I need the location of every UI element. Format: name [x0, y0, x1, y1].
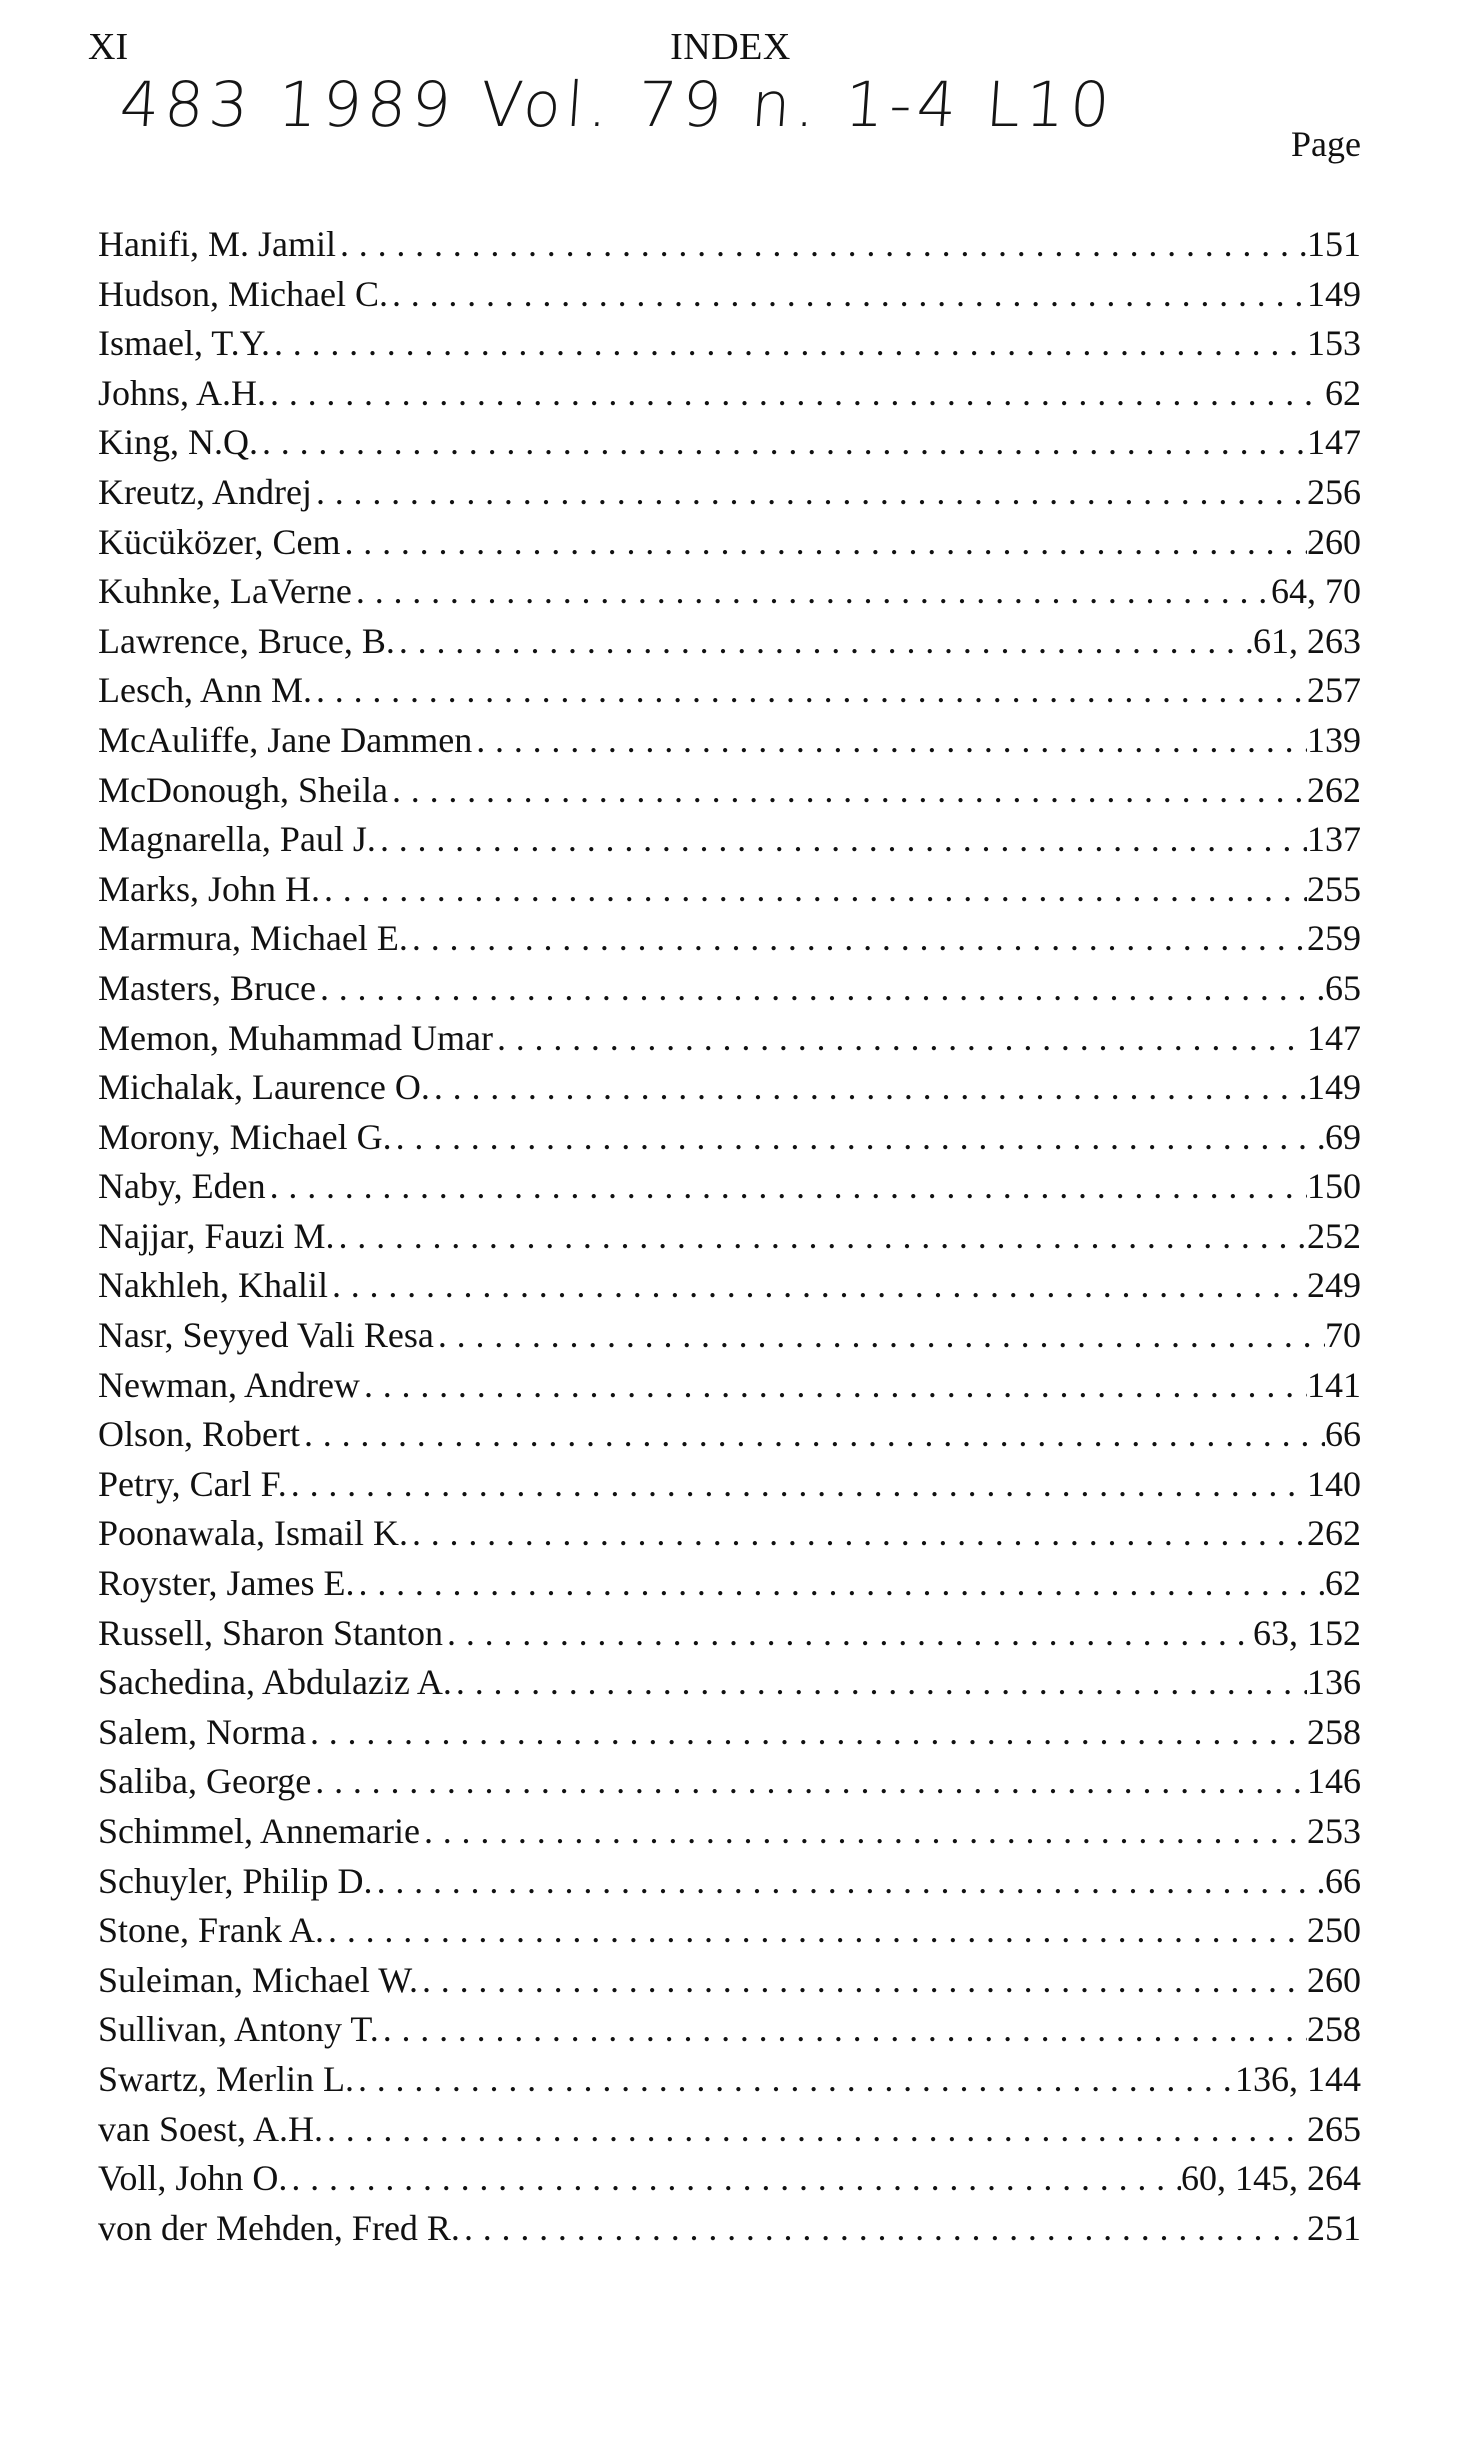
entry-page-numbers: 66	[1325, 1414, 1361, 1455]
dot-leader	[323, 2105, 1307, 2155]
index-entry	[98, 1559, 1361, 1609]
entry-page-numbers: 265	[1307, 2108, 1361, 2149]
index-entry	[98, 369, 1361, 419]
dot-leader	[408, 1509, 1307, 1559]
index-entry	[98, 1956, 1361, 2006]
entry-name: Sullivan, Antony T.	[98, 2009, 379, 2050]
folio-number: XI	[88, 26, 129, 68]
index-entry	[98, 1361, 1361, 1411]
dot-leader	[266, 369, 1325, 419]
index-entry	[98, 766, 1361, 816]
entry-page-numbers: 256	[1307, 471, 1361, 512]
index-entry	[98, 567, 1361, 617]
dot-leader	[379, 2005, 1307, 2055]
index-entry	[98, 2154, 1361, 2204]
entry-page-numbers: 251	[1307, 2207, 1361, 2248]
index-entry	[98, 1410, 1361, 1460]
index-entry	[98, 1460, 1361, 1510]
entry-name: van Soest, A.H.	[98, 2108, 323, 2149]
entry-name: von der Mehden, Fred R.	[98, 2207, 460, 2248]
index-entry	[98, 1609, 1361, 1659]
dot-leader	[452, 1658, 1307, 1708]
entry-name: Swartz, Merlin L.	[98, 2058, 354, 2099]
index-entry	[98, 666, 1361, 716]
index-entry	[98, 2204, 1361, 2254]
index-entry	[98, 914, 1361, 964]
index-entry	[98, 1757, 1361, 1807]
entry-page-numbers: 140	[1307, 1463, 1361, 1504]
page-column-label: Page	[1291, 124, 1361, 164]
dot-leader	[420, 1807, 1307, 1857]
entry-name: McAuliffe, Jane Dammen	[98, 719, 473, 760]
index-entry	[98, 1162, 1361, 1212]
index-entry	[98, 1212, 1361, 1262]
entry-page-numbers: 70	[1325, 1315, 1361, 1356]
entry-page-numbers: 136, 144	[1235, 2058, 1361, 2099]
entry-name: Saliba, George	[98, 1761, 312, 1802]
entry-name: Petry, Carl F.	[98, 1463, 287, 1504]
entry-page-numbers: 258	[1307, 2009, 1361, 2050]
dot-leader	[352, 567, 1271, 617]
entry-page-numbers: 64, 70	[1271, 571, 1361, 612]
entry-name: Michalak, Laurence O.	[98, 1067, 430, 1108]
index-list	[98, 220, 1361, 2253]
dot-leader	[300, 1410, 1325, 1460]
entry-name: Najjar, Fauzi M.	[98, 1215, 335, 1256]
entry-page-numbers: 253	[1307, 1811, 1361, 1851]
index-entry	[98, 468, 1361, 518]
entry-name: Olson, Robert	[98, 1414, 300, 1455]
entry-name: Stone, Frank A.	[98, 1910, 325, 1951]
entry-page-numbers: 249	[1307, 1265, 1361, 1306]
dot-leader	[373, 1857, 1325, 1907]
entry-name: Marmura, Michael E.	[98, 918, 408, 959]
entry-name: Poonawala, Ismail K.	[98, 1513, 408, 1554]
entry-name: Nasr, Seyyed Vali Resa	[98, 1315, 434, 1356]
index-entry	[98, 716, 1361, 766]
entry-name: Schuyler, Philip D.	[98, 1860, 373, 1901]
index-entry	[98, 1807, 1361, 1857]
entry-page-numbers: 63, 152	[1253, 1612, 1361, 1653]
entry-name: Kuhnke, LaVerne	[98, 571, 352, 612]
index-entry	[98, 1857, 1361, 1907]
entry-name: Russell, Sharon Stanton	[98, 1612, 444, 1653]
dot-leader	[388, 766, 1307, 816]
dot-leader	[336, 220, 1307, 270]
index-entry	[98, 270, 1361, 320]
entry-name: Hanifi, M. Jamil	[98, 224, 336, 264]
entry-name: Magnarella, Paul J.	[98, 819, 376, 860]
index-entry	[98, 1113, 1361, 1163]
entry-page-numbers: 262	[1307, 1513, 1361, 1554]
index-entry	[98, 1014, 1361, 1064]
index-entry	[98, 815, 1361, 865]
entry-page-numbers: 258	[1307, 1711, 1361, 1752]
dot-leader	[376, 815, 1307, 865]
index-entry	[98, 1509, 1361, 1559]
index-entry	[98, 964, 1361, 1014]
dot-leader	[258, 418, 1307, 468]
dot-leader	[443, 1609, 1253, 1659]
entry-page-numbers: 259	[1307, 918, 1361, 959]
entry-name: Morony, Michael G.	[98, 1116, 392, 1157]
dot-leader	[408, 914, 1307, 964]
entry-name: Voll, John O.	[98, 2158, 288, 2199]
entry-page-numbers: 141	[1307, 1364, 1361, 1405]
entry-page-numbers: 147	[1307, 422, 1361, 463]
entry-page-numbers: 255	[1307, 868, 1361, 909]
dot-leader	[493, 1014, 1307, 1064]
entry-name: Naby, Eden	[98, 1166, 266, 1207]
entry-name: King, N.Q.	[98, 422, 258, 463]
entry-page-numbers: 153	[1307, 323, 1361, 364]
entry-page-numbers: 149	[1307, 1067, 1361, 1108]
dot-leader	[360, 1361, 1307, 1411]
entry-page-numbers: 150	[1307, 1166, 1361, 1207]
dot-leader	[392, 1113, 1325, 1163]
dot-leader	[328, 1261, 1307, 1311]
entry-page-numbers: 61, 263	[1253, 620, 1361, 661]
index-entry	[98, 319, 1361, 369]
index-entry	[98, 1906, 1361, 1956]
entry-name: Nakhleh, Khalil	[98, 1265, 328, 1306]
entry-page-numbers: 252	[1307, 1215, 1361, 1256]
entry-name: Johns, A.H.	[98, 372, 267, 413]
dot-leader	[418, 1956, 1307, 2006]
index-entry	[98, 220, 1361, 270]
entry-page-numbers: 260	[1307, 1959, 1361, 2000]
entry-page-numbers: 66	[1325, 1860, 1361, 1901]
dot-leader	[316, 964, 1325, 1014]
entry-name: Suleiman, Michael W.	[98, 1959, 418, 2000]
entry-name: McDonough, Sheila	[98, 769, 388, 810]
index-entry	[98, 1708, 1361, 1758]
index-entry	[98, 518, 1361, 568]
index-entry	[98, 1658, 1361, 1708]
entry-name: Sachedina, Abdulaziz A.	[98, 1662, 452, 1703]
dot-leader	[340, 518, 1307, 568]
dot-leader	[354, 2055, 1235, 2105]
entry-name: Lesch, Ann M.	[98, 670, 312, 711]
index-entry	[98, 1063, 1361, 1113]
dot-leader	[430, 1063, 1307, 1113]
dot-leader	[287, 1460, 1307, 1510]
entry-name: Memon, Muhammad Umar	[98, 1017, 493, 1058]
entry-page-numbers: 136	[1307, 1662, 1361, 1703]
dot-leader	[266, 1162, 1307, 1212]
entry-page-numbers: 250	[1307, 1910, 1361, 1951]
dot-leader	[270, 319, 1307, 369]
entry-name: Kücüközer, Cem	[98, 521, 341, 562]
index-entry	[98, 2005, 1361, 2055]
running-head-title: INDEX	[670, 26, 791, 68]
entry-page-numbers: 147	[1307, 1017, 1361, 1058]
entry-page-numbers: 139	[1307, 719, 1361, 760]
entry-page-numbers: 69	[1325, 1116, 1361, 1157]
dot-leader	[395, 617, 1253, 667]
entry-page-numbers: 149	[1307, 273, 1361, 314]
entry-page-numbers: 262	[1307, 769, 1361, 810]
index-entry	[98, 2055, 1361, 2105]
entry-name: Marks, John H.	[98, 868, 320, 909]
index-entry	[98, 617, 1361, 667]
dot-leader	[460, 2204, 1307, 2254]
dot-leader	[312, 468, 1307, 518]
entry-page-numbers: 257	[1307, 670, 1361, 711]
entry-page-numbers: 65	[1325, 967, 1361, 1008]
entry-page-numbers: 260	[1307, 521, 1361, 562]
dot-leader	[312, 666, 1307, 716]
index-entry	[98, 418, 1361, 468]
index-entry	[98, 865, 1361, 915]
dot-leader	[324, 1906, 1307, 1956]
dot-leader	[434, 1311, 1325, 1361]
entry-name: Newman, Andrew	[98, 1364, 360, 1405]
entry-page-numbers: 62	[1325, 372, 1361, 413]
entry-name: Kreutz, Andrej	[98, 471, 312, 512]
index-entry	[98, 1311, 1361, 1361]
dot-leader	[306, 1708, 1307, 1758]
entry-name: Salem, Norma	[98, 1711, 306, 1752]
entry-page-numbers: 60, 145, 264	[1181, 2158, 1361, 2199]
entry-name: Masters, Bruce	[98, 967, 316, 1008]
dot-leader	[320, 865, 1307, 915]
index-entry	[98, 1261, 1361, 1311]
entry-name: Schimmel, Annemarie	[98, 1811, 420, 1851]
entry-page-numbers: 137	[1307, 819, 1361, 860]
index-entry	[98, 2105, 1361, 2155]
dot-leader	[472, 716, 1307, 766]
entry-name: Royster, James E.	[98, 1563, 355, 1604]
dot-leader	[311, 1757, 1307, 1807]
dot-leader	[388, 270, 1307, 320]
entry-page-numbers: 62	[1325, 1563, 1361, 1604]
handwritten-shelf-note: 483 1989 Vol. 79 n. 1-4 L10	[117, 68, 1118, 141]
dot-leader	[287, 2154, 1181, 2204]
entry-name: Lawrence, Bruce, B.	[98, 620, 395, 661]
dot-leader	[355, 1559, 1325, 1609]
entry-name: Ismael, T.Y.	[98, 323, 270, 364]
entry-page-numbers: 151	[1307, 224, 1361, 264]
entry-page-numbers: 146	[1307, 1761, 1361, 1802]
entry-name: Hudson, Michael C.	[98, 273, 388, 314]
dot-leader	[335, 1212, 1308, 1262]
